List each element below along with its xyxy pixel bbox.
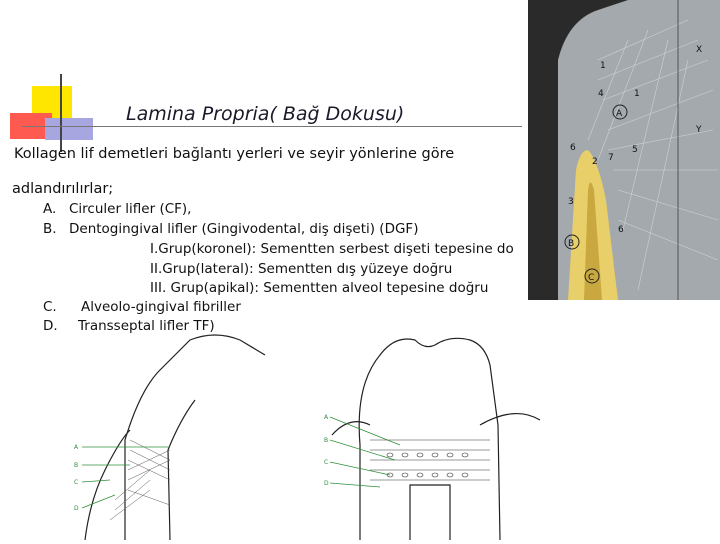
- blue-rectangle-decoration: [45, 118, 93, 140]
- list-item-d: [43, 318, 215, 334]
- label-6b: 6: [618, 225, 624, 235]
- list-letter: C.: [43, 299, 57, 315]
- vertical-rule: [60, 74, 62, 152]
- label-2: 2: [592, 157, 598, 167]
- right-gingiva-left: [332, 422, 370, 435]
- label-c: C: [588, 273, 595, 283]
- intro-line-1: Kollagen lif demetleri bağlantı yerleri ve seyir yönlerine göre: [14, 146, 455, 162]
- label-b: B: [568, 239, 575, 249]
- list-text: Alveolo-gingival fibriller: [81, 299, 241, 315]
- list-item-c: [43, 299, 241, 315]
- right-tooth-diagram: [320, 325, 550, 540]
- right-label-b: B: [324, 437, 329, 444]
- left-label-b: B: [74, 462, 79, 469]
- slide-title: Lamina Propria( Bağ Dokusu): [126, 103, 405, 125]
- right-tooth-svg: [320, 325, 550, 540]
- list-text: Transseptal lifler TF): [78, 318, 215, 334]
- right-gingiva-right: [480, 414, 540, 425]
- left-label-c: C: [74, 479, 79, 486]
- list-item-a: [43, 201, 192, 217]
- list-text: Circuler lifler (CF),: [69, 201, 192, 217]
- label-4: 4: [598, 89, 604, 99]
- list-text: Dentogingival lifler (Gingivodental, diş dişeti) (DGF): [69, 221, 419, 237]
- tooth-outline: [125, 335, 265, 540]
- label-1b: 1: [634, 89, 640, 99]
- horizontal-rule: [22, 126, 522, 127]
- label-5: 5: [632, 145, 638, 155]
- label-1: 1: [600, 61, 606, 71]
- enamel-line: [168, 400, 195, 540]
- list-item-b: [43, 221, 419, 237]
- list-letter: A.: [43, 201, 57, 217]
- histology-photo: [528, 0, 720, 300]
- left-tooth-svg: [70, 330, 270, 540]
- label-3: 3: [568, 197, 574, 207]
- subitem-group-1: I.Grup(koronel): Sementten serbest dişeti tepesine do: [150, 241, 514, 257]
- label-7: 7: [608, 153, 614, 163]
- gingiva-outline: [85, 430, 130, 540]
- left-tooth-diagram: [70, 330, 270, 540]
- label-a: A: [616, 109, 623, 119]
- label-x: X: [696, 45, 703, 55]
- left-label-a: A: [74, 444, 79, 451]
- left-label-d: D: [74, 505, 79, 512]
- label-y: Y: [696, 125, 702, 135]
- right-label-d: D: [324, 480, 329, 487]
- histology-photo-svg: [528, 0, 720, 300]
- interdental-septum: [410, 485, 450, 540]
- list-letter: B.: [43, 221, 57, 237]
- subitem-group-3: III. Grup(apikal): Sementten alveol tepesine doğru: [150, 280, 489, 296]
- subitem-group-2: II.Grup(lateral): Sementten dış yüzeye doğru: [150, 261, 453, 277]
- intro-line-2: adlandırılırlar;: [12, 181, 114, 197]
- right-tooth-outline: [359, 338, 500, 540]
- right-label-a: A: [324, 414, 329, 421]
- label-6: 6: [570, 143, 576, 153]
- right-label-c: C: [324, 459, 329, 466]
- list-letter: D.: [43, 318, 58, 334]
